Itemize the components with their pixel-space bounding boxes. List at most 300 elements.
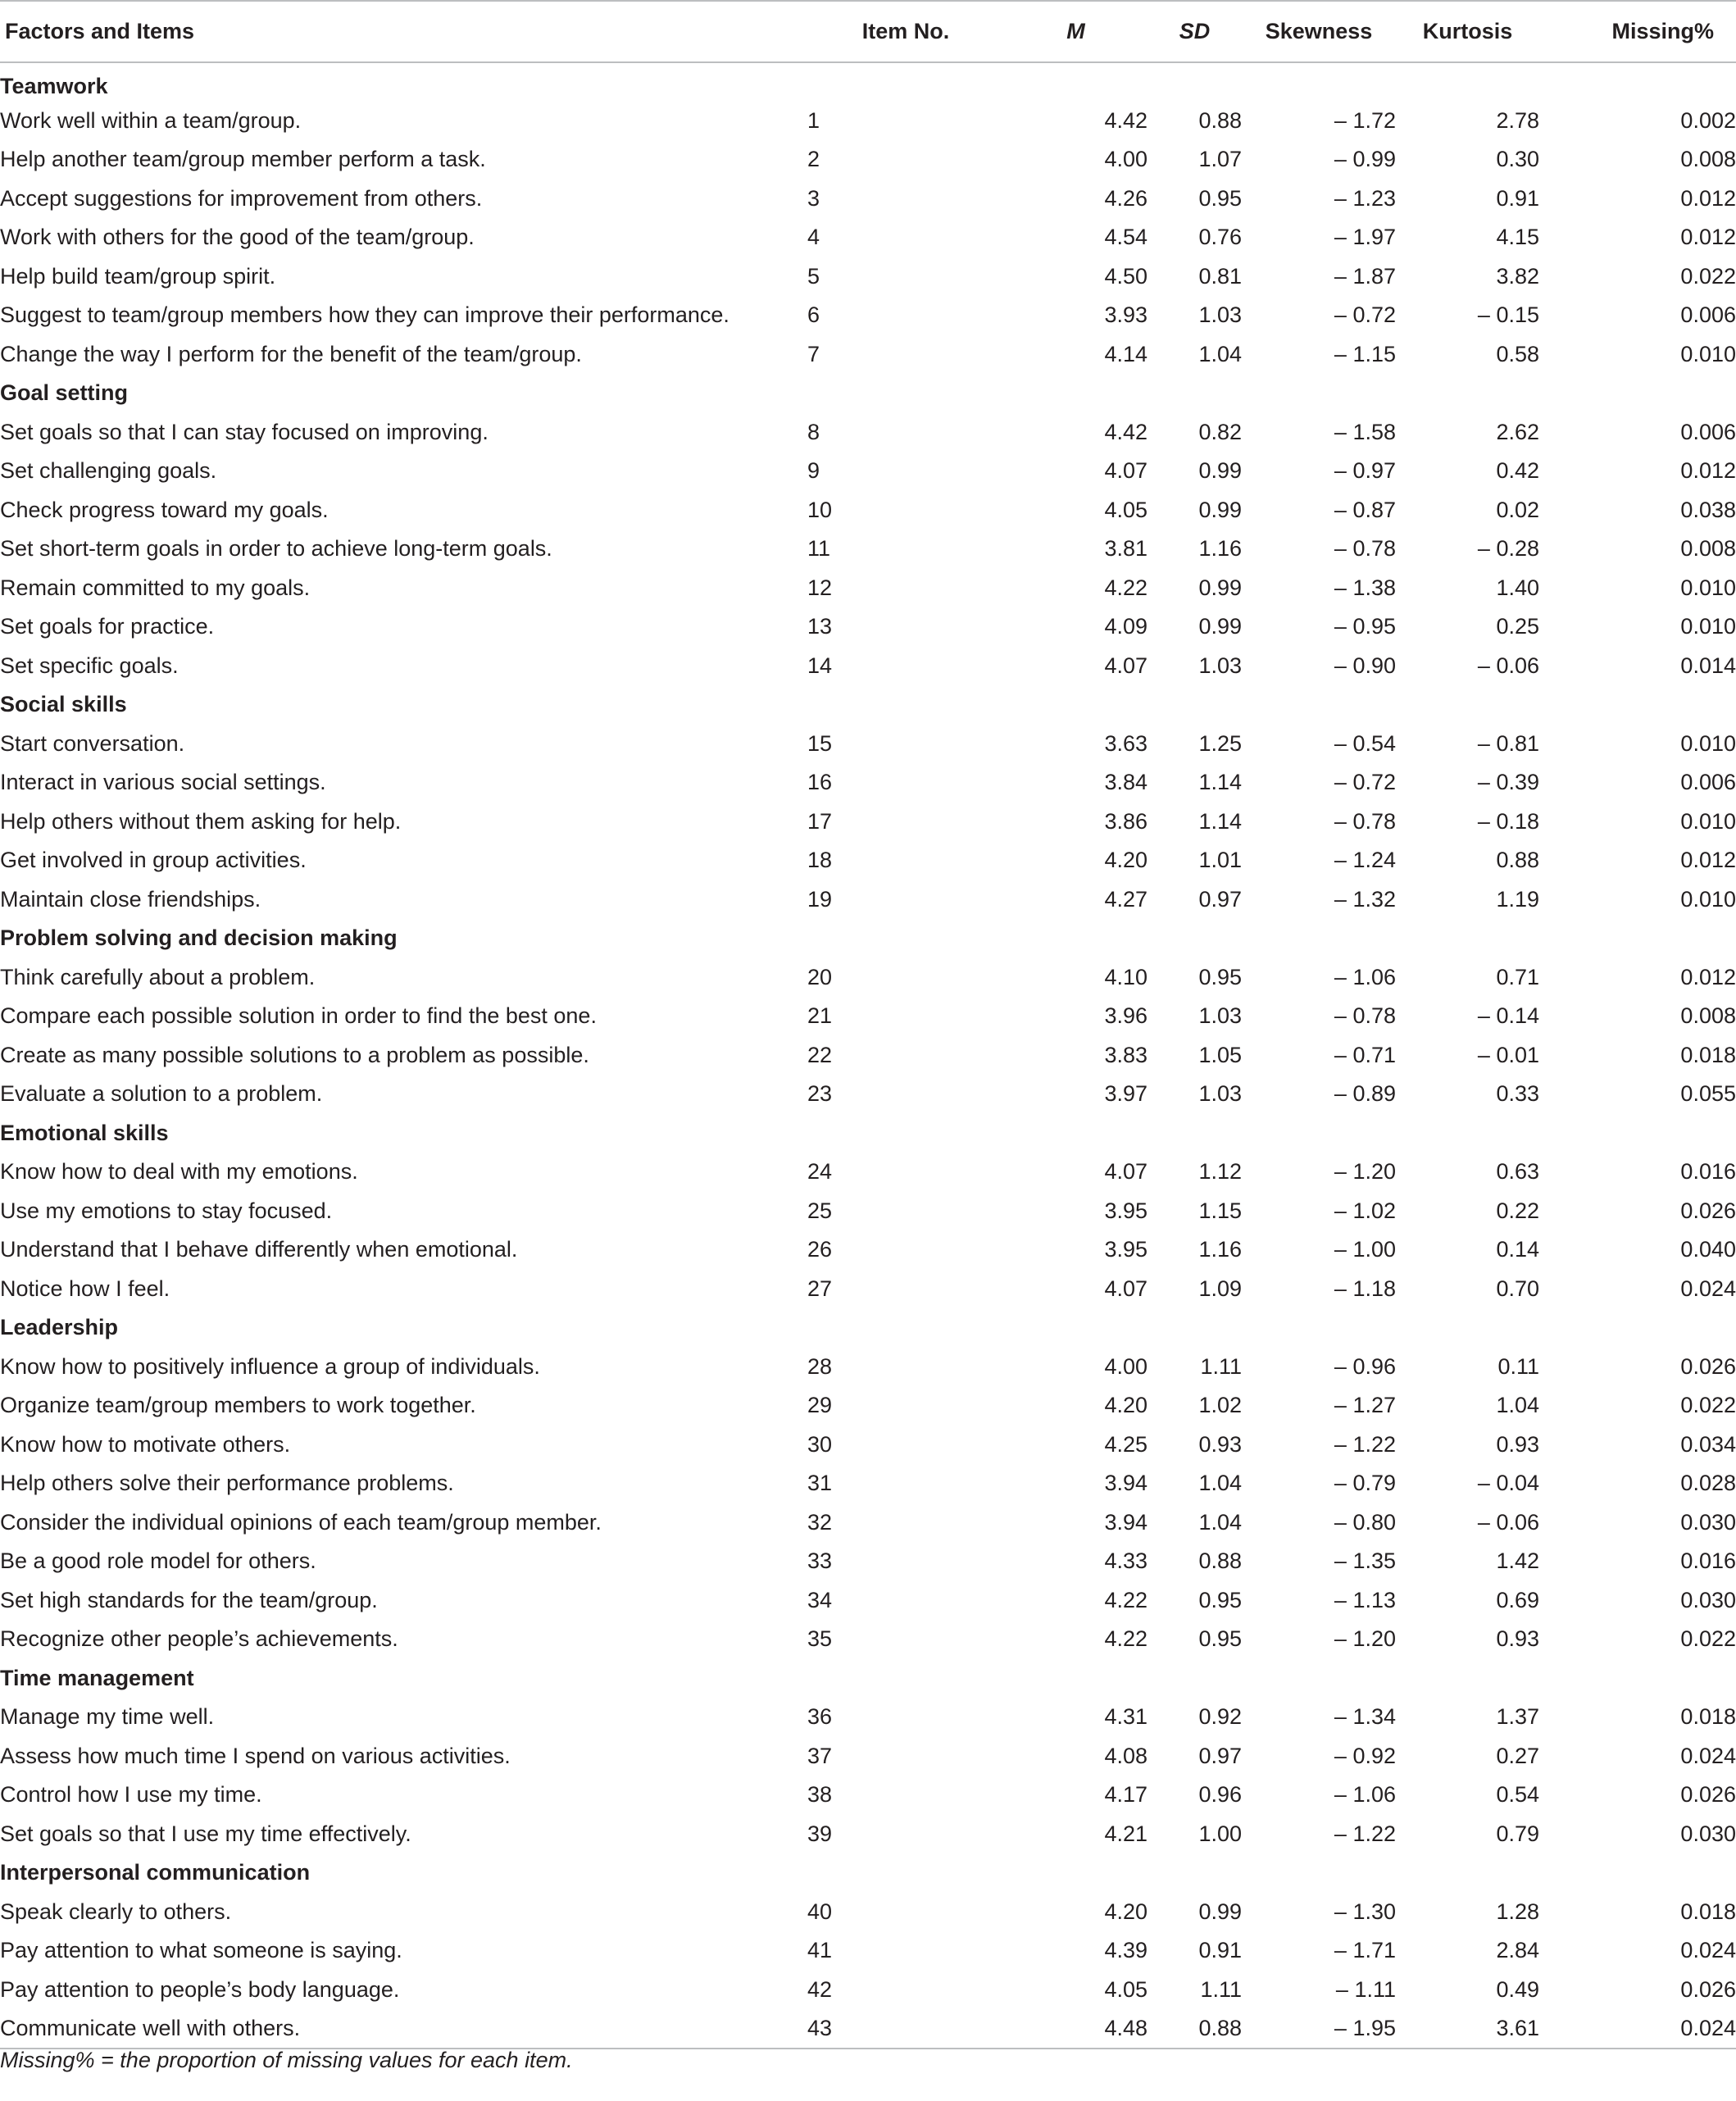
table-row bbox=[0, 180, 1736, 219]
sd-value: 1.11 bbox=[1200, 1976, 1242, 2002]
skewness-value: – 1.22 bbox=[1334, 1431, 1396, 1457]
item-label: Set challenging goals. bbox=[0, 458, 217, 484]
item-number: 41 bbox=[807, 1938, 833, 1963]
table-row bbox=[0, 2009, 1736, 2049]
kurtosis-value: – 0.81 bbox=[1477, 730, 1539, 756]
mean-value: 3.84 bbox=[1104, 770, 1147, 795]
item-label: Set high standards for the team/group. bbox=[0, 1587, 378, 1612]
table-row bbox=[0, 1464, 1736, 1503]
kurtosis-value: 0.93 bbox=[1496, 1431, 1539, 1457]
header-skewness: Skewness bbox=[1242, 1, 1396, 62]
item-number: 20 bbox=[807, 964, 833, 989]
missing-value: 0.008 bbox=[1680, 1003, 1736, 1029]
skewness-value: – 0.99 bbox=[1334, 147, 1396, 172]
sd-value: 0.95 bbox=[1198, 964, 1242, 989]
group-heading: Leadership bbox=[0, 1315, 119, 1340]
item-label: Be a good role model for others. bbox=[0, 1548, 316, 1574]
item-label: Set specific goals. bbox=[0, 653, 179, 678]
item-number: 18 bbox=[807, 848, 833, 873]
header-mean: M bbox=[1004, 1, 1147, 62]
skewness-value: – 1.30 bbox=[1334, 1899, 1396, 1924]
item-number: 21 bbox=[807, 1003, 833, 1029]
table-row bbox=[0, 1737, 1736, 1776]
item-number: 37 bbox=[807, 1743, 833, 1768]
kurtosis-value: 0.58 bbox=[1496, 341, 1539, 366]
skewness-value: – 0.71 bbox=[1334, 1042, 1396, 1067]
mean-value: 3.93 bbox=[1104, 302, 1147, 328]
mean-value: 4.00 bbox=[1104, 147, 1147, 172]
missing-value: 0.012 bbox=[1680, 225, 1736, 250]
missing-value: 0.038 bbox=[1680, 497, 1736, 522]
mean-value: 4.25 bbox=[1104, 1431, 1147, 1457]
kurtosis-value: 4.15 bbox=[1496, 225, 1539, 250]
kurtosis-value: 3.82 bbox=[1496, 263, 1539, 289]
sd-value: 0.99 bbox=[1198, 497, 1242, 522]
mean-value: 4.07 bbox=[1104, 1159, 1147, 1185]
kurtosis-value: 0.54 bbox=[1496, 1782, 1539, 1808]
table-row bbox=[0, 1270, 1736, 1309]
missing-value: 0.030 bbox=[1680, 1587, 1736, 1612]
item-number: 32 bbox=[807, 1509, 833, 1535]
item-label: Manage my time well. bbox=[0, 1704, 215, 1730]
header-row bbox=[0, 1, 1736, 62]
sd-value: 0.92 bbox=[1198, 1704, 1242, 1730]
sd-value: 1.07 bbox=[1198, 147, 1242, 172]
missing-value: 0.002 bbox=[1680, 107, 1736, 133]
item-number: 40 bbox=[807, 1899, 833, 1924]
table-row bbox=[0, 647, 1736, 686]
skewness-value: – 1.58 bbox=[1334, 419, 1396, 444]
sd-value: 1.15 bbox=[1198, 1198, 1242, 1223]
item-number: 8 bbox=[807, 419, 820, 444]
item-number: 42 bbox=[807, 1976, 833, 2002]
mean-value: 4.05 bbox=[1104, 1976, 1147, 2002]
missing-value: 0.026 bbox=[1680, 1782, 1736, 1808]
skewness-value: – 0.87 bbox=[1334, 497, 1396, 522]
skewness-value: – 1.15 bbox=[1334, 341, 1396, 366]
sd-value: 0.99 bbox=[1198, 1899, 1242, 1924]
missing-value: 0.022 bbox=[1680, 263, 1736, 289]
item-number: 33 bbox=[807, 1548, 833, 1574]
mean-value: 4.08 bbox=[1104, 1743, 1147, 1768]
group-row bbox=[0, 1114, 1736, 1153]
item-number: 39 bbox=[807, 1821, 833, 1846]
group-row bbox=[0, 685, 1736, 725]
item-label: Help others solve their performance problems. bbox=[0, 1471, 454, 1496]
skewness-value: – 1.95 bbox=[1334, 2015, 1396, 2040]
skewness-value: – 0.96 bbox=[1334, 1353, 1396, 1379]
table-row bbox=[0, 569, 1736, 608]
mean-value: 4.31 bbox=[1104, 1704, 1147, 1730]
table-row bbox=[0, 102, 1736, 141]
kurtosis-value: 0.25 bbox=[1496, 614, 1539, 639]
sd-value: 1.05 bbox=[1198, 1042, 1242, 1067]
kurtosis-value: – 0.18 bbox=[1477, 808, 1539, 834]
item-label: Help another team/group member perform a task. bbox=[0, 147, 486, 172]
skewness-value: – 1.34 bbox=[1334, 1704, 1396, 1730]
missing-value: 0.026 bbox=[1680, 1976, 1736, 2002]
item-label: Set goals for practice. bbox=[0, 614, 215, 639]
kurtosis-value: 0.69 bbox=[1496, 1587, 1539, 1612]
skewness-value: – 1.13 bbox=[1334, 1587, 1396, 1612]
sd-value: 1.04 bbox=[1198, 1471, 1242, 1496]
item-number: 25 bbox=[807, 1198, 833, 1223]
table-row bbox=[0, 1192, 1736, 1231]
table-row bbox=[0, 1386, 1736, 1426]
skewness-value: – 1.97 bbox=[1334, 225, 1396, 250]
kurtosis-value: – 0.04 bbox=[1477, 1471, 1539, 1496]
skewness-value: – 0.72 bbox=[1334, 302, 1396, 328]
kurtosis-value: 2.84 bbox=[1496, 1938, 1539, 1963]
sd-value: 1.14 bbox=[1198, 770, 1242, 795]
item-label: Organize team/group members to work together. bbox=[0, 1393, 476, 1418]
item-number: 15 bbox=[807, 730, 833, 756]
item-label: Recognize other people’s achievements. bbox=[0, 1626, 398, 1652]
table-row bbox=[0, 803, 1736, 842]
missing-value: 0.024 bbox=[1680, 2015, 1736, 2040]
table-row bbox=[0, 763, 1736, 803]
item-number: 1 bbox=[807, 107, 820, 133]
sd-value: 1.14 bbox=[1198, 808, 1242, 834]
group-heading: Social skills bbox=[0, 692, 127, 717]
kurtosis-value: 0.33 bbox=[1496, 1081, 1539, 1107]
table-row bbox=[0, 1426, 1736, 1465]
missing-value: 0.022 bbox=[1680, 1626, 1736, 1652]
table-body bbox=[0, 62, 1736, 2049]
table-row bbox=[0, 452, 1736, 491]
header-missing: Missing% bbox=[1539, 1, 1736, 62]
group-row bbox=[0, 62, 1736, 102]
footnote-row bbox=[0, 2049, 1736, 2087]
item-number: 9 bbox=[807, 458, 820, 484]
skewness-value: – 0.89 bbox=[1334, 1081, 1396, 1107]
mean-value: 3.95 bbox=[1104, 1237, 1147, 1262]
item-number: 11 bbox=[807, 536, 831, 562]
table-row bbox=[0, 1075, 1736, 1114]
sd-value: 1.01 bbox=[1198, 848, 1242, 873]
missing-value: 0.006 bbox=[1680, 770, 1736, 795]
item-label: Communicate well with others. bbox=[0, 2015, 301, 2040]
item-number: 30 bbox=[807, 1431, 833, 1457]
table-footer bbox=[0, 2049, 1736, 2087]
mean-value: 3.63 bbox=[1104, 730, 1147, 756]
table-row bbox=[0, 257, 1736, 297]
header-item-no: Item No. bbox=[807, 1, 1004, 62]
item-label: Consider the individual opinions of each team/group member. bbox=[0, 1509, 602, 1535]
missing-value: 0.024 bbox=[1680, 1938, 1736, 1963]
kurtosis-value: 0.93 bbox=[1496, 1626, 1539, 1652]
skewness-value: – 1.11 bbox=[1335, 1976, 1396, 2002]
kurtosis-value: 1.42 bbox=[1496, 1548, 1539, 1574]
missing-value: 0.010 bbox=[1680, 614, 1736, 639]
missing-value: 0.016 bbox=[1680, 1159, 1736, 1185]
header-sd: SD bbox=[1147, 1, 1242, 62]
mean-value: 4.05 bbox=[1104, 497, 1147, 522]
item-number: 35 bbox=[807, 1626, 833, 1652]
sd-value: 0.91 bbox=[1198, 1938, 1242, 1963]
missing-value: 0.024 bbox=[1680, 1743, 1736, 1768]
kurtosis-value: 1.37 bbox=[1496, 1704, 1539, 1730]
table-row bbox=[0, 997, 1736, 1036]
sd-value: 0.95 bbox=[1198, 185, 1242, 211]
table-row bbox=[0, 1893, 1736, 1932]
missing-value: 0.026 bbox=[1680, 1198, 1736, 1223]
kurtosis-value: 3.61 bbox=[1496, 2015, 1539, 2040]
missing-value: 0.018 bbox=[1680, 1042, 1736, 1067]
missing-value: 0.024 bbox=[1680, 1276, 1736, 1301]
missing-value: 0.010 bbox=[1680, 730, 1736, 756]
item-label: Pay attention to what someone is saying. bbox=[0, 1938, 402, 1963]
item-number: 38 bbox=[807, 1782, 833, 1808]
kurtosis-value: 1.28 bbox=[1496, 1899, 1539, 1924]
kurtosis-value: 0.91 bbox=[1496, 185, 1539, 211]
table-row bbox=[0, 218, 1736, 257]
group-row bbox=[0, 1659, 1736, 1699]
kurtosis-value: – 0.28 bbox=[1477, 536, 1539, 562]
missing-value: 0.006 bbox=[1680, 419, 1736, 444]
group-row bbox=[0, 1308, 1736, 1348]
mean-value: 4.48 bbox=[1104, 2015, 1147, 2040]
item-label: Work with others for the good of the team/group. bbox=[0, 225, 475, 250]
item-label: Know how to motivate others. bbox=[0, 1431, 291, 1457]
skewness-value: – 1.87 bbox=[1334, 263, 1396, 289]
mean-value: 4.21 bbox=[1104, 1821, 1147, 1846]
missing-value: 0.010 bbox=[1680, 575, 1736, 600]
item-label: Understand that I behave differently when emotional. bbox=[0, 1237, 518, 1262]
item-number: 14 bbox=[807, 653, 833, 678]
missing-value: 0.028 bbox=[1680, 1471, 1736, 1496]
mean-value: 4.22 bbox=[1104, 1626, 1147, 1652]
skewness-value: – 0.79 bbox=[1334, 1471, 1396, 1496]
table-row bbox=[0, 491, 1736, 530]
item-number: 19 bbox=[807, 886, 833, 912]
missing-value: 0.012 bbox=[1680, 458, 1736, 484]
skewness-value: – 1.72 bbox=[1334, 107, 1396, 133]
mean-value: 4.42 bbox=[1104, 419, 1147, 444]
skewness-value: – 1.06 bbox=[1334, 1782, 1396, 1808]
skewness-value: – 1.32 bbox=[1334, 886, 1396, 912]
missing-value: 0.030 bbox=[1680, 1509, 1736, 1535]
item-number: 27 bbox=[807, 1276, 833, 1301]
missing-value: 0.012 bbox=[1680, 185, 1736, 211]
kurtosis-value: 0.22 bbox=[1496, 1198, 1539, 1223]
header-factors-items: Factors and Items bbox=[0, 1, 807, 62]
table-row bbox=[0, 607, 1736, 647]
mean-value: 4.26 bbox=[1104, 185, 1147, 211]
mean-value: 4.20 bbox=[1104, 1393, 1147, 1418]
group-heading: Interpersonal communication bbox=[0, 1860, 311, 1885]
sd-value: 1.03 bbox=[1198, 653, 1242, 678]
sd-value: 0.88 bbox=[1198, 107, 1242, 133]
kurtosis-value: 0.27 bbox=[1496, 1743, 1539, 1768]
table-row bbox=[0, 413, 1736, 452]
sd-value: 0.99 bbox=[1198, 458, 1242, 484]
sd-value: 1.04 bbox=[1198, 341, 1242, 366]
sd-value: 1.03 bbox=[1198, 302, 1242, 328]
skewness-value: – 1.20 bbox=[1334, 1159, 1396, 1185]
item-label: Control how I use my time. bbox=[0, 1782, 262, 1808]
kurtosis-value: 0.71 bbox=[1496, 964, 1539, 989]
table-row bbox=[0, 1931, 1736, 1971]
sd-value: 0.76 bbox=[1198, 225, 1242, 250]
kurtosis-value: 0.79 bbox=[1496, 1821, 1539, 1846]
missing-value: 0.008 bbox=[1680, 536, 1736, 562]
kurtosis-value: – 0.39 bbox=[1477, 770, 1539, 795]
missing-value: 0.008 bbox=[1680, 147, 1736, 172]
sd-value: 1.25 bbox=[1198, 730, 1242, 756]
mean-value: 4.50 bbox=[1104, 263, 1147, 289]
item-number: 4 bbox=[807, 225, 820, 250]
skewness-value: – 0.92 bbox=[1334, 1743, 1396, 1768]
item-label: Know how to positively influence a group of individuals. bbox=[0, 1353, 540, 1379]
item-label: Use my emotions to stay focused. bbox=[0, 1198, 333, 1223]
item-label: Interact in various social settings. bbox=[0, 770, 326, 795]
kurtosis-value: 0.30 bbox=[1496, 147, 1539, 172]
sd-value: 0.81 bbox=[1198, 263, 1242, 289]
item-label: Notice how I feel. bbox=[0, 1276, 170, 1301]
item-label: Compare each possible solution in order to find the best one. bbox=[0, 1003, 597, 1029]
group-row bbox=[0, 919, 1736, 958]
skewness-value: – 1.38 bbox=[1334, 575, 1396, 600]
skewness-value: – 1.02 bbox=[1334, 1198, 1396, 1223]
sd-value: 0.82 bbox=[1198, 419, 1242, 444]
missing-value: 0.016 bbox=[1680, 1548, 1736, 1574]
sd-value: 1.12 bbox=[1198, 1159, 1242, 1185]
mean-value: 4.17 bbox=[1104, 1782, 1147, 1808]
sd-value: 1.16 bbox=[1198, 536, 1242, 562]
table-row bbox=[0, 1620, 1736, 1659]
sd-value: 0.99 bbox=[1198, 575, 1242, 600]
item-number: 3 bbox=[807, 185, 820, 211]
item-number: 5 bbox=[807, 263, 820, 289]
sd-value: 0.99 bbox=[1198, 614, 1242, 639]
header-kurtosis: Kurtosis bbox=[1396, 1, 1539, 62]
item-number: 31 bbox=[807, 1471, 833, 1496]
skewness-value: – 0.78 bbox=[1334, 1003, 1396, 1029]
kurtosis-value: 2.62 bbox=[1496, 419, 1539, 444]
table-row bbox=[0, 1348, 1736, 1387]
item-number: 34 bbox=[807, 1587, 833, 1612]
sd-value: 0.96 bbox=[1198, 1782, 1242, 1808]
mean-value: 4.07 bbox=[1104, 458, 1147, 484]
sd-value: 1.04 bbox=[1198, 1509, 1242, 1535]
sd-value: 0.93 bbox=[1198, 1431, 1242, 1457]
item-number: 29 bbox=[807, 1393, 833, 1418]
skewness-value: – 1.20 bbox=[1334, 1626, 1396, 1652]
missing-value: 0.010 bbox=[1680, 808, 1736, 834]
table-row bbox=[0, 296, 1736, 335]
missing-value: 0.012 bbox=[1680, 848, 1736, 873]
group-row bbox=[0, 1853, 1736, 1893]
item-label: Accept suggestions for improvement from others. bbox=[0, 185, 483, 211]
item-label: Maintain close friendships. bbox=[0, 886, 261, 912]
item-number: 23 bbox=[807, 1081, 833, 1107]
mean-value: 3.96 bbox=[1104, 1003, 1147, 1029]
table-row bbox=[0, 1698, 1736, 1737]
item-number: 7 bbox=[807, 341, 820, 366]
item-label: Set goals so that I can stay focused on improving. bbox=[0, 419, 489, 444]
group-heading: Problem solving and decision making bbox=[0, 925, 398, 951]
mean-value: 4.22 bbox=[1104, 1587, 1147, 1612]
kurtosis-value: 0.11 bbox=[1497, 1353, 1539, 1379]
kurtosis-value: 0.49 bbox=[1496, 1976, 1539, 2002]
item-label: Create as many possible solutions to a problem as possible. bbox=[0, 1042, 589, 1067]
sd-value: 1.00 bbox=[1198, 1821, 1242, 1846]
item-number: 13 bbox=[807, 614, 833, 639]
mean-value: 4.10 bbox=[1104, 964, 1147, 989]
table-header bbox=[0, 1, 1736, 62]
skewness-value: – 1.22 bbox=[1334, 1821, 1396, 1846]
item-label: Set goals so that I use my time effectively. bbox=[0, 1821, 411, 1846]
item-label: Set short-term goals in order to achieve long-term goals. bbox=[0, 536, 552, 562]
mean-value: 3.83 bbox=[1104, 1042, 1147, 1067]
skewness-value: – 0.95 bbox=[1334, 614, 1396, 639]
kurtosis-value: 0.88 bbox=[1496, 848, 1539, 873]
mean-value: 3.86 bbox=[1104, 808, 1147, 834]
item-number: 26 bbox=[807, 1237, 833, 1262]
group-row bbox=[0, 374, 1736, 413]
kurtosis-value: 2.78 bbox=[1496, 107, 1539, 133]
missing-value: 0.018 bbox=[1680, 1704, 1736, 1730]
kurtosis-value: 0.42 bbox=[1496, 458, 1539, 484]
sd-value: 0.97 bbox=[1198, 886, 1242, 912]
missing-value: 0.006 bbox=[1680, 302, 1736, 328]
item-number: 10 bbox=[807, 497, 833, 522]
mean-value: 4.20 bbox=[1104, 1899, 1147, 1924]
missing-value: 0.012 bbox=[1680, 964, 1736, 989]
table-row bbox=[0, 1581, 1736, 1621]
table-row bbox=[0, 335, 1736, 375]
item-number: 12 bbox=[807, 575, 833, 600]
table-row bbox=[0, 140, 1736, 180]
item-label: Check progress toward my goals. bbox=[0, 497, 329, 522]
sd-value: 1.11 bbox=[1200, 1353, 1242, 1379]
table-row bbox=[0, 1230, 1736, 1270]
table-row bbox=[0, 530, 1736, 569]
mean-value: 4.39 bbox=[1104, 1938, 1147, 1963]
missing-value: 0.030 bbox=[1680, 1821, 1736, 1846]
kurtosis-value: – 0.15 bbox=[1477, 302, 1539, 328]
mean-value: 4.07 bbox=[1104, 1276, 1147, 1301]
group-heading: Emotional skills bbox=[0, 1120, 169, 1145]
group-heading: Teamwork bbox=[0, 73, 108, 98]
missing-value: 0.040 bbox=[1680, 1237, 1736, 1262]
table-row bbox=[0, 1036, 1736, 1076]
mean-value: 4.00 bbox=[1104, 1353, 1147, 1379]
missing-value: 0.014 bbox=[1680, 653, 1736, 678]
mean-value: 4.27 bbox=[1104, 886, 1147, 912]
item-number: 6 bbox=[807, 302, 820, 328]
table-row bbox=[0, 725, 1736, 764]
skewness-value: – 1.00 bbox=[1334, 1237, 1396, 1262]
item-label: Assess how much time I spend on various activities. bbox=[0, 1743, 511, 1768]
skewness-value: – 1.71 bbox=[1334, 1938, 1396, 1963]
item-label: Pay attention to people’s body language. bbox=[0, 1976, 400, 2002]
skewness-value: – 0.78 bbox=[1334, 536, 1396, 562]
group-heading: Time management bbox=[0, 1665, 194, 1690]
missing-value: 0.055 bbox=[1680, 1081, 1736, 1107]
mean-value: 4.54 bbox=[1104, 225, 1147, 250]
sd-value: 1.03 bbox=[1198, 1003, 1242, 1029]
table-row bbox=[0, 880, 1736, 920]
sd-value: 1.02 bbox=[1198, 1393, 1242, 1418]
skewness-value: – 1.18 bbox=[1334, 1276, 1396, 1301]
sd-value: 1.16 bbox=[1198, 1237, 1242, 1262]
sd-value: 0.88 bbox=[1198, 1548, 1242, 1574]
missing-value: 0.010 bbox=[1680, 341, 1736, 366]
mean-value: 3.81 bbox=[1104, 536, 1147, 562]
missing-value: 0.022 bbox=[1680, 1393, 1736, 1418]
